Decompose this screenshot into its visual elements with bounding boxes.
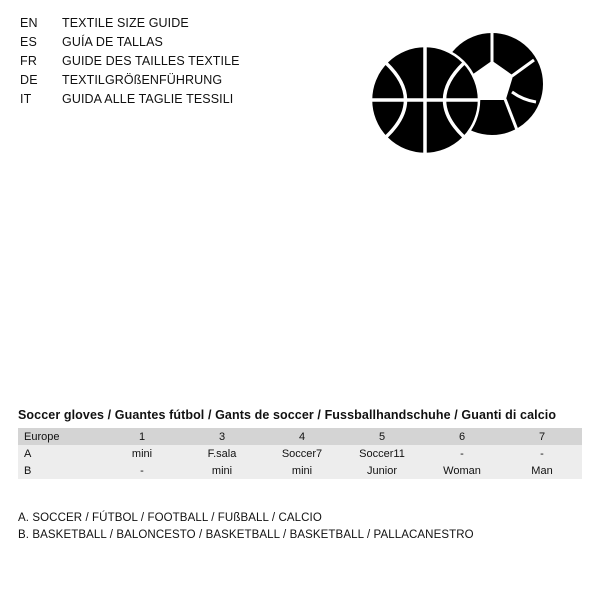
legend-row (20, 73, 320, 92)
table-cell: Woman (422, 462, 502, 479)
legend-language-code: FR (20, 54, 38, 68)
footnotes (18, 510, 578, 544)
table-header-cell: 7 (502, 428, 582, 445)
legend-language-code: ES (20, 35, 38, 49)
legend-language-label: GUIDE DES TAILLES TEXTILE (62, 54, 240, 68)
balls-illustration (355, 22, 565, 172)
legend-language-label: TEXTILE SIZE GUIDE (62, 16, 189, 30)
footnote-a: A. SOCCER / FÚTBOL / FOOTBALL / FUßBALL / CALCIO (18, 512, 322, 524)
table-cell: Soccer11 (342, 445, 422, 462)
table-cell: - (422, 445, 502, 462)
table-cell: Man (502, 462, 582, 479)
table-cell: Soccer7 (262, 445, 342, 462)
table-header-cell: 1 (102, 428, 182, 445)
legend-row (20, 35, 320, 54)
language-legend (20, 16, 320, 111)
legend-language-code: DE (20, 73, 38, 87)
size-table-block (18, 408, 582, 479)
table-cell: mini (182, 462, 262, 479)
table-cell: - (102, 462, 182, 479)
table-header-cell: 4 (262, 428, 342, 445)
table-cell: B (18, 462, 102, 479)
table-header-cell: 6 (422, 428, 502, 445)
table-header-cell: 5 (342, 428, 422, 445)
legend-language-label: GUÍA DE TALLAS (62, 35, 163, 49)
table-cell: - (502, 445, 582, 462)
legend-row (20, 92, 320, 111)
table-row (18, 445, 582, 462)
table-cell: Junior (342, 462, 422, 479)
legend-language-code: EN (20, 16, 38, 30)
legend-row (20, 54, 320, 73)
table-header-cell: Europe (18, 428, 102, 445)
size-table (18, 428, 582, 479)
table-row (18, 462, 582, 479)
table-cell: F.sala (182, 445, 262, 462)
legend-language-label: GUIDA ALLE TAGLIE TESSILI (62, 92, 234, 106)
table-cell: mini (262, 462, 342, 479)
basketball-icon (371, 46, 479, 154)
table-header-row (18, 428, 582, 445)
table-header-cell: 3 (182, 428, 262, 445)
table-cell: A (18, 445, 102, 462)
table-cell: mini (102, 445, 182, 462)
legend-language-code: IT (20, 92, 32, 106)
legend-language-label: TEXTILGRÖßENFÜHRUNG (62, 73, 223, 87)
size-table-title: Soccer gloves / Guantes fútbol / Gants de soccer / Fussballhandschuhe / Guanti di calcio (18, 408, 557, 422)
legend-row (20, 16, 320, 35)
footnote-b: B. BASKETBALL / BALONCESTO / BASKETBALL / BASKETBALL / PALLACANESTRO (18, 529, 474, 541)
